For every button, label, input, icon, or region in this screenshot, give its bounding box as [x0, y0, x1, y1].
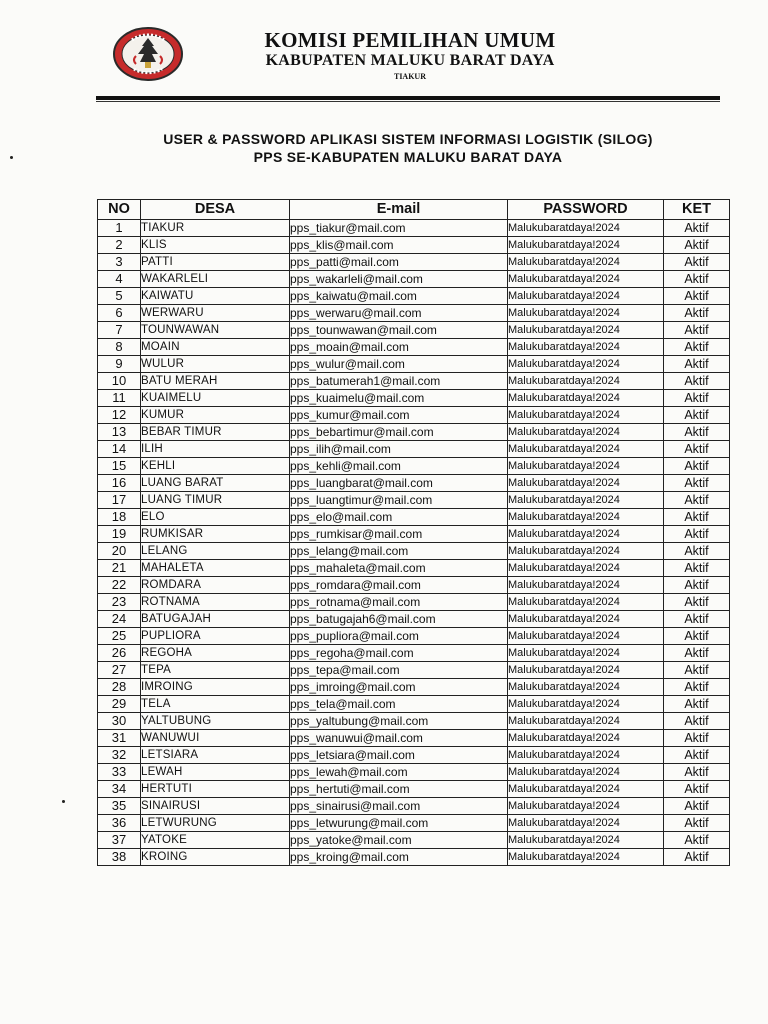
status-value: Aktif — [664, 322, 730, 339]
table-row — [98, 526, 730, 543]
table-row — [98, 764, 730, 781]
status-value: Aktif — [664, 679, 730, 696]
password-value: Malukubaratdaya!2024 — [508, 339, 664, 356]
status-value: Aktif — [664, 730, 730, 747]
email-address: pps_ilih@mail.com — [290, 441, 508, 458]
row-number: 25 — [98, 628, 141, 645]
status-value: Aktif — [664, 628, 730, 645]
row-number: 13 — [98, 424, 141, 441]
status-value: Aktif — [664, 611, 730, 628]
row-number: 17 — [98, 492, 141, 509]
table-row — [98, 407, 730, 424]
status-value: Aktif — [664, 781, 730, 798]
table-row — [98, 628, 730, 645]
password-value: Malukubaratdaya!2024 — [508, 322, 664, 339]
row-number: 9 — [98, 356, 141, 373]
table-row — [98, 747, 730, 764]
row-number: 4 — [98, 271, 141, 288]
row-number: 18 — [98, 509, 141, 526]
table-row — [98, 390, 730, 407]
table-row — [98, 339, 730, 356]
password-value: Malukubaratdaya!2024 — [508, 594, 664, 611]
column-header-desa: DESA — [141, 200, 290, 220]
password-value: Malukubaratdaya!2024 — [508, 271, 664, 288]
village-name: WAKARLELI — [141, 271, 290, 288]
row-number: 11 — [98, 390, 141, 407]
password-value: Malukubaratdaya!2024 — [508, 628, 664, 645]
status-value: Aktif — [664, 713, 730, 730]
status-value: Aktif — [664, 509, 730, 526]
village-name: ROMDARA — [141, 577, 290, 594]
row-number: 36 — [98, 815, 141, 832]
table-row — [98, 509, 730, 526]
village-name: SINAIRUSI — [141, 798, 290, 815]
status-value: Aktif — [664, 832, 730, 849]
table-row — [98, 373, 730, 390]
email-address: pps_romdara@mail.com — [290, 577, 508, 594]
email-address: pps_yatoke@mail.com — [290, 832, 508, 849]
status-value: Aktif — [664, 747, 730, 764]
email-address: pps_letwurung@mail.com — [290, 815, 508, 832]
credentials-table — [97, 199, 730, 866]
scan-speck — [10, 156, 13, 159]
status-value: Aktif — [664, 254, 730, 271]
village-name: HERTUTI — [141, 781, 290, 798]
status-value: Aktif — [664, 798, 730, 815]
status-value: Aktif — [664, 594, 730, 611]
column-header-ket: KET — [664, 200, 730, 220]
email-address: pps_kumur@mail.com — [290, 407, 508, 424]
row-number: 34 — [98, 781, 141, 798]
document-subtitle: PPS SE-KABUPATEN MALUKU BARAT DAYA — [253, 149, 563, 165]
village-name: KROING — [141, 849, 290, 866]
table-row — [98, 475, 730, 492]
status-value: Aktif — [664, 407, 730, 424]
password-value: Malukubaratdaya!2024 — [508, 288, 664, 305]
status-value: Aktif — [664, 696, 730, 713]
email-address: pps_wulur@mail.com — [290, 356, 508, 373]
password-value: Malukubaratdaya!2024 — [508, 849, 664, 866]
email-address: pps_regoha@mail.com — [290, 645, 508, 662]
password-value: Malukubaratdaya!2024 — [508, 509, 664, 526]
letterhead — [0, 0, 768, 110]
password-value: Malukubaratdaya!2024 — [508, 662, 664, 679]
table-row — [98, 271, 730, 288]
email-address: pps_bebartimur@mail.com — [290, 424, 508, 441]
village-name: ELO — [141, 509, 290, 526]
status-value: Aktif — [664, 645, 730, 662]
password-value: Malukubaratdaya!2024 — [508, 713, 664, 730]
email-address: pps_kroing@mail.com — [290, 849, 508, 866]
row-number: 22 — [98, 577, 141, 594]
status-value: Aktif — [664, 288, 730, 305]
village-name: TEPA — [141, 662, 290, 679]
password-value: Malukubaratdaya!2024 — [508, 543, 664, 560]
password-value: Malukubaratdaya!2024 — [508, 730, 664, 747]
status-value: Aktif — [664, 305, 730, 322]
password-value: Malukubaratdaya!2024 — [508, 696, 664, 713]
status-value: Aktif — [664, 237, 730, 254]
row-number: 12 — [98, 407, 141, 424]
password-value: Malukubaratdaya!2024 — [508, 747, 664, 764]
row-number: 6 — [98, 305, 141, 322]
row-number: 5 — [98, 288, 141, 305]
row-number: 10 — [98, 373, 141, 390]
status-value: Aktif — [664, 373, 730, 390]
status-value: Aktif — [664, 577, 730, 594]
table-row — [98, 611, 730, 628]
column-header-password: PASSWORD — [508, 200, 664, 220]
village-name: BEBAR TIMUR — [141, 424, 290, 441]
village-name: WERWARU — [141, 305, 290, 322]
row-number: 38 — [98, 849, 141, 866]
email-address: pps_batumerah1@mail.com — [290, 373, 508, 390]
table-row — [98, 849, 730, 866]
document-title: USER & PASSWORD APLIKASI SISTEM INFORMASI LOGISTIK (SILOG) — [163, 131, 653, 147]
password-value: Malukubaratdaya!2024 — [508, 560, 664, 577]
password-value: Malukubaratdaya!2024 — [508, 611, 664, 628]
table-row — [98, 543, 730, 560]
password-value: Malukubaratdaya!2024 — [508, 781, 664, 798]
village-name: KUAIMELU — [141, 390, 290, 407]
row-number: 24 — [98, 611, 141, 628]
row-number: 3 — [98, 254, 141, 271]
status-value: Aktif — [664, 220, 730, 237]
village-name: YALTUBUNG — [141, 713, 290, 730]
row-number: 20 — [98, 543, 141, 560]
table-row — [98, 288, 730, 305]
password-value: Malukubaratdaya!2024 — [508, 798, 664, 815]
table-row — [98, 645, 730, 662]
table-row — [98, 424, 730, 441]
table-row — [98, 832, 730, 849]
village-name: BATU MERAH — [141, 373, 290, 390]
table-row — [98, 237, 730, 254]
status-value: Aktif — [664, 815, 730, 832]
village-name: ILIH — [141, 441, 290, 458]
password-value: Malukubaratdaya!2024 — [508, 815, 664, 832]
village-name: RUMKISAR — [141, 526, 290, 543]
village-name: MOAIN — [141, 339, 290, 356]
row-number: 16 — [98, 475, 141, 492]
row-number: 21 — [98, 560, 141, 577]
row-number: 35 — [98, 798, 141, 815]
email-address: pps_letsiara@mail.com — [290, 747, 508, 764]
email-address: pps_mahaleta@mail.com — [290, 560, 508, 577]
village-name: KAIWATU — [141, 288, 290, 305]
email-address: pps_wakarleli@mail.com — [290, 271, 508, 288]
village-name: TOUNWAWAN — [141, 322, 290, 339]
table-row — [98, 798, 730, 815]
password-value: Malukubaratdaya!2024 — [508, 237, 664, 254]
row-number: 23 — [98, 594, 141, 611]
table-row — [98, 441, 730, 458]
email-address: pps_rumkisar@mail.com — [290, 526, 508, 543]
email-address: pps_kuaimelu@mail.com — [290, 390, 508, 407]
row-number: 33 — [98, 764, 141, 781]
village-name: MAHALETA — [141, 560, 290, 577]
password-value: Malukubaratdaya!2024 — [508, 492, 664, 509]
village-name: KLIS — [141, 237, 290, 254]
email-address: pps_sinairusi@mail.com — [290, 798, 508, 815]
email-address: pps_tepa@mail.com — [290, 662, 508, 679]
status-value: Aktif — [664, 271, 730, 288]
row-number: 8 — [98, 339, 141, 356]
email-address: pps_moain@mail.com — [290, 339, 508, 356]
email-address: pps_lewah@mail.com — [290, 764, 508, 781]
password-value: Malukubaratdaya!2024 — [508, 254, 664, 271]
table-row — [98, 815, 730, 832]
village-name: LUANG BARAT — [141, 475, 290, 492]
email-address: pps_tounwawan@mail.com — [290, 322, 508, 339]
password-value: Malukubaratdaya!2024 — [508, 475, 664, 492]
password-value: Malukubaratdaya!2024 — [508, 526, 664, 543]
password-value: Malukubaratdaya!2024 — [508, 441, 664, 458]
village-name: YATOKE — [141, 832, 290, 849]
email-address: pps_kehli@mail.com — [290, 458, 508, 475]
email-address: pps_imroing@mail.com — [290, 679, 508, 696]
column-header-email: E-mail — [290, 200, 508, 220]
table-row — [98, 713, 730, 730]
table-row — [98, 594, 730, 611]
status-value: Aktif — [664, 543, 730, 560]
email-address: pps_tiakur@mail.com — [290, 220, 508, 237]
row-number: 26 — [98, 645, 141, 662]
table-row — [98, 492, 730, 509]
village-name: BATUGAJAH — [141, 611, 290, 628]
password-value: Malukubaratdaya!2024 — [508, 764, 664, 781]
village-name: WULUR — [141, 356, 290, 373]
village-name: ROTNAMA — [141, 594, 290, 611]
password-value: Malukubaratdaya!2024 — [508, 390, 664, 407]
password-value: Malukubaratdaya!2024 — [508, 220, 664, 237]
password-value: Malukubaratdaya!2024 — [508, 679, 664, 696]
email-address: pps_kaiwatu@mail.com — [290, 288, 508, 305]
row-number: 32 — [98, 747, 141, 764]
status-value: Aktif — [664, 339, 730, 356]
status-value: Aktif — [664, 526, 730, 543]
scan-speck — [62, 800, 65, 803]
table-row — [98, 254, 730, 271]
email-address: pps_werwaru@mail.com — [290, 305, 508, 322]
password-value: Malukubaratdaya!2024 — [508, 305, 664, 322]
village-name: IMROING — [141, 679, 290, 696]
email-address: pps_rotnama@mail.com — [290, 594, 508, 611]
village-name: REGOHA — [141, 645, 290, 662]
table-row — [98, 322, 730, 339]
regency-name: KABUPATEN MALUKU BARAT DAYA — [265, 52, 555, 69]
password-value: Malukubaratdaya!2024 — [508, 577, 664, 594]
status-value: Aktif — [664, 441, 730, 458]
table-row — [98, 696, 730, 713]
password-value: Malukubaratdaya!2024 — [508, 832, 664, 849]
email-address: pps_wanuwui@mail.com — [290, 730, 508, 747]
village-name: PATTI — [141, 254, 290, 271]
village-name: KUMUR — [141, 407, 290, 424]
status-value: Aktif — [664, 475, 730, 492]
password-value: Malukubaratdaya!2024 — [508, 645, 664, 662]
row-number: 27 — [98, 662, 141, 679]
status-value: Aktif — [664, 424, 730, 441]
table-row — [98, 305, 730, 322]
row-number: 7 — [98, 322, 141, 339]
status-value: Aktif — [664, 458, 730, 475]
letterhead-divider-thin — [96, 101, 720, 102]
table-header-row — [98, 200, 730, 220]
village-name: LUANG TIMUR — [141, 492, 290, 509]
row-number: 19 — [98, 526, 141, 543]
row-number: 31 — [98, 730, 141, 747]
village-name: TIAKUR — [141, 220, 290, 237]
village-name: KEHLI — [141, 458, 290, 475]
email-address: pps_luangtimur@mail.com — [290, 492, 508, 509]
row-number: 29 — [98, 696, 141, 713]
village-name: LETSIARA — [141, 747, 290, 764]
email-address: pps_elo@mail.com — [290, 509, 508, 526]
table-row — [98, 662, 730, 679]
table-row — [98, 560, 730, 577]
password-value: Malukubaratdaya!2024 — [508, 373, 664, 390]
status-value: Aktif — [664, 662, 730, 679]
table-row — [98, 220, 730, 237]
status-value: Aktif — [664, 356, 730, 373]
row-number: 28 — [98, 679, 141, 696]
village-name: LEWAH — [141, 764, 290, 781]
row-number: 30 — [98, 713, 141, 730]
email-address: pps_tela@mail.com — [290, 696, 508, 713]
status-value: Aktif — [664, 492, 730, 509]
row-number: 1 — [98, 220, 141, 237]
row-number: 14 — [98, 441, 141, 458]
password-value: Malukubaratdaya!2024 — [508, 424, 664, 441]
password-value: Malukubaratdaya!2024 — [508, 356, 664, 373]
table-row — [98, 781, 730, 798]
village-name: LETWURUNG — [141, 815, 290, 832]
row-number: 15 — [98, 458, 141, 475]
table-row — [98, 577, 730, 594]
row-number: 2 — [98, 237, 141, 254]
row-number: 37 — [98, 832, 141, 849]
password-value: Malukubaratdaya!2024 — [508, 407, 664, 424]
email-address: pps_batugajah6@mail.com — [290, 611, 508, 628]
column-header-no: NO — [98, 200, 141, 220]
kpu-emblem-icon — [112, 26, 184, 82]
email-address: pps_pupliora@mail.com — [290, 628, 508, 645]
status-value: Aktif — [664, 764, 730, 781]
email-address: pps_yaltubung@mail.com — [290, 713, 508, 730]
status-value: Aktif — [664, 390, 730, 407]
village-name: PUPLIORA — [141, 628, 290, 645]
email-address: pps_hertuti@mail.com — [290, 781, 508, 798]
village-name: TELA — [141, 696, 290, 713]
village-name: LELANG — [141, 543, 290, 560]
village-name: WANUWUI — [141, 730, 290, 747]
email-address: pps_lelang@mail.com — [290, 543, 508, 560]
letterhead-divider — [96, 96, 720, 100]
status-value: Aktif — [664, 849, 730, 866]
email-address: pps_patti@mail.com — [290, 254, 508, 271]
email-address: pps_luangbarat@mail.com — [290, 475, 508, 492]
status-value: Aktif — [664, 560, 730, 577]
org-name: KOMISI PEMILIHAN UMUM — [264, 28, 556, 52]
table-row — [98, 458, 730, 475]
table-row — [98, 679, 730, 696]
city-name: TIAKUR — [393, 72, 426, 81]
table-row — [98, 730, 730, 747]
email-address: pps_klis@mail.com — [290, 237, 508, 254]
password-value: Malukubaratdaya!2024 — [508, 458, 664, 475]
table-row — [98, 356, 730, 373]
